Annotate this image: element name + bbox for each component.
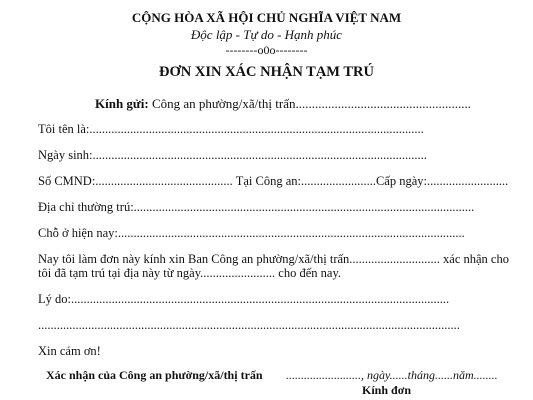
permanent-address-field: Địa chỉ thường trú:............................................................................................................. bbox=[38, 200, 475, 214]
recipient-line bbox=[95, 96, 471, 112]
motto: Độc lập - Tự do - Hạnh phúc bbox=[190, 27, 343, 42]
recipient-text: Công an phường/xã/thị trấn...................................................... bbox=[151, 96, 471, 111]
confirmation-label: Xác nhận của Công an phường/xã/thị trấn bbox=[46, 368, 263, 382]
birthdate-field: Ngày sinh:........................................................................................................... bbox=[38, 148, 427, 162]
id-card-field: Số CMND:............................................ Tại Công an:........................Cấp ngày:.......................... bbox=[38, 174, 509, 188]
thanks-text: Xin cám ơn! bbox=[38, 344, 101, 358]
country-header: CỘNG HÒA XÃ HỘI CHỦ NGHĨA VIỆT NAM bbox=[131, 10, 402, 25]
current-address-field: Chỗ ở hiện nay:............................................................................................................... bbox=[38, 226, 465, 240]
reason-continuation: ....................................................................................................................................... bbox=[38, 318, 460, 332]
form-title: ĐƠN XIN XÁC NHẬN TẠM TRÚ bbox=[159, 64, 374, 80]
request-line-2: tôi đã tạm trú tại địa này từ ngày........................ cho đến nay. bbox=[38, 266, 342, 280]
request-line-1: Nay tôi làm đơn này kính xin Ban Công an phường/xã/thị trấn............................. xác nhận cho bbox=[38, 252, 509, 266]
date-line: ........................., ngày......tháng......năm........ bbox=[286, 368, 498, 382]
header-separator: --------o0o-------- bbox=[225, 43, 308, 57]
signature-label: Kính đơn bbox=[362, 383, 412, 397]
recipient-label: Kính gửi: bbox=[95, 96, 149, 111]
name-field: Tôi tên là:........................................................................................................... bbox=[38, 122, 424, 136]
reason-field: Lý do:......................................................................................................................... bbox=[38, 292, 450, 306]
